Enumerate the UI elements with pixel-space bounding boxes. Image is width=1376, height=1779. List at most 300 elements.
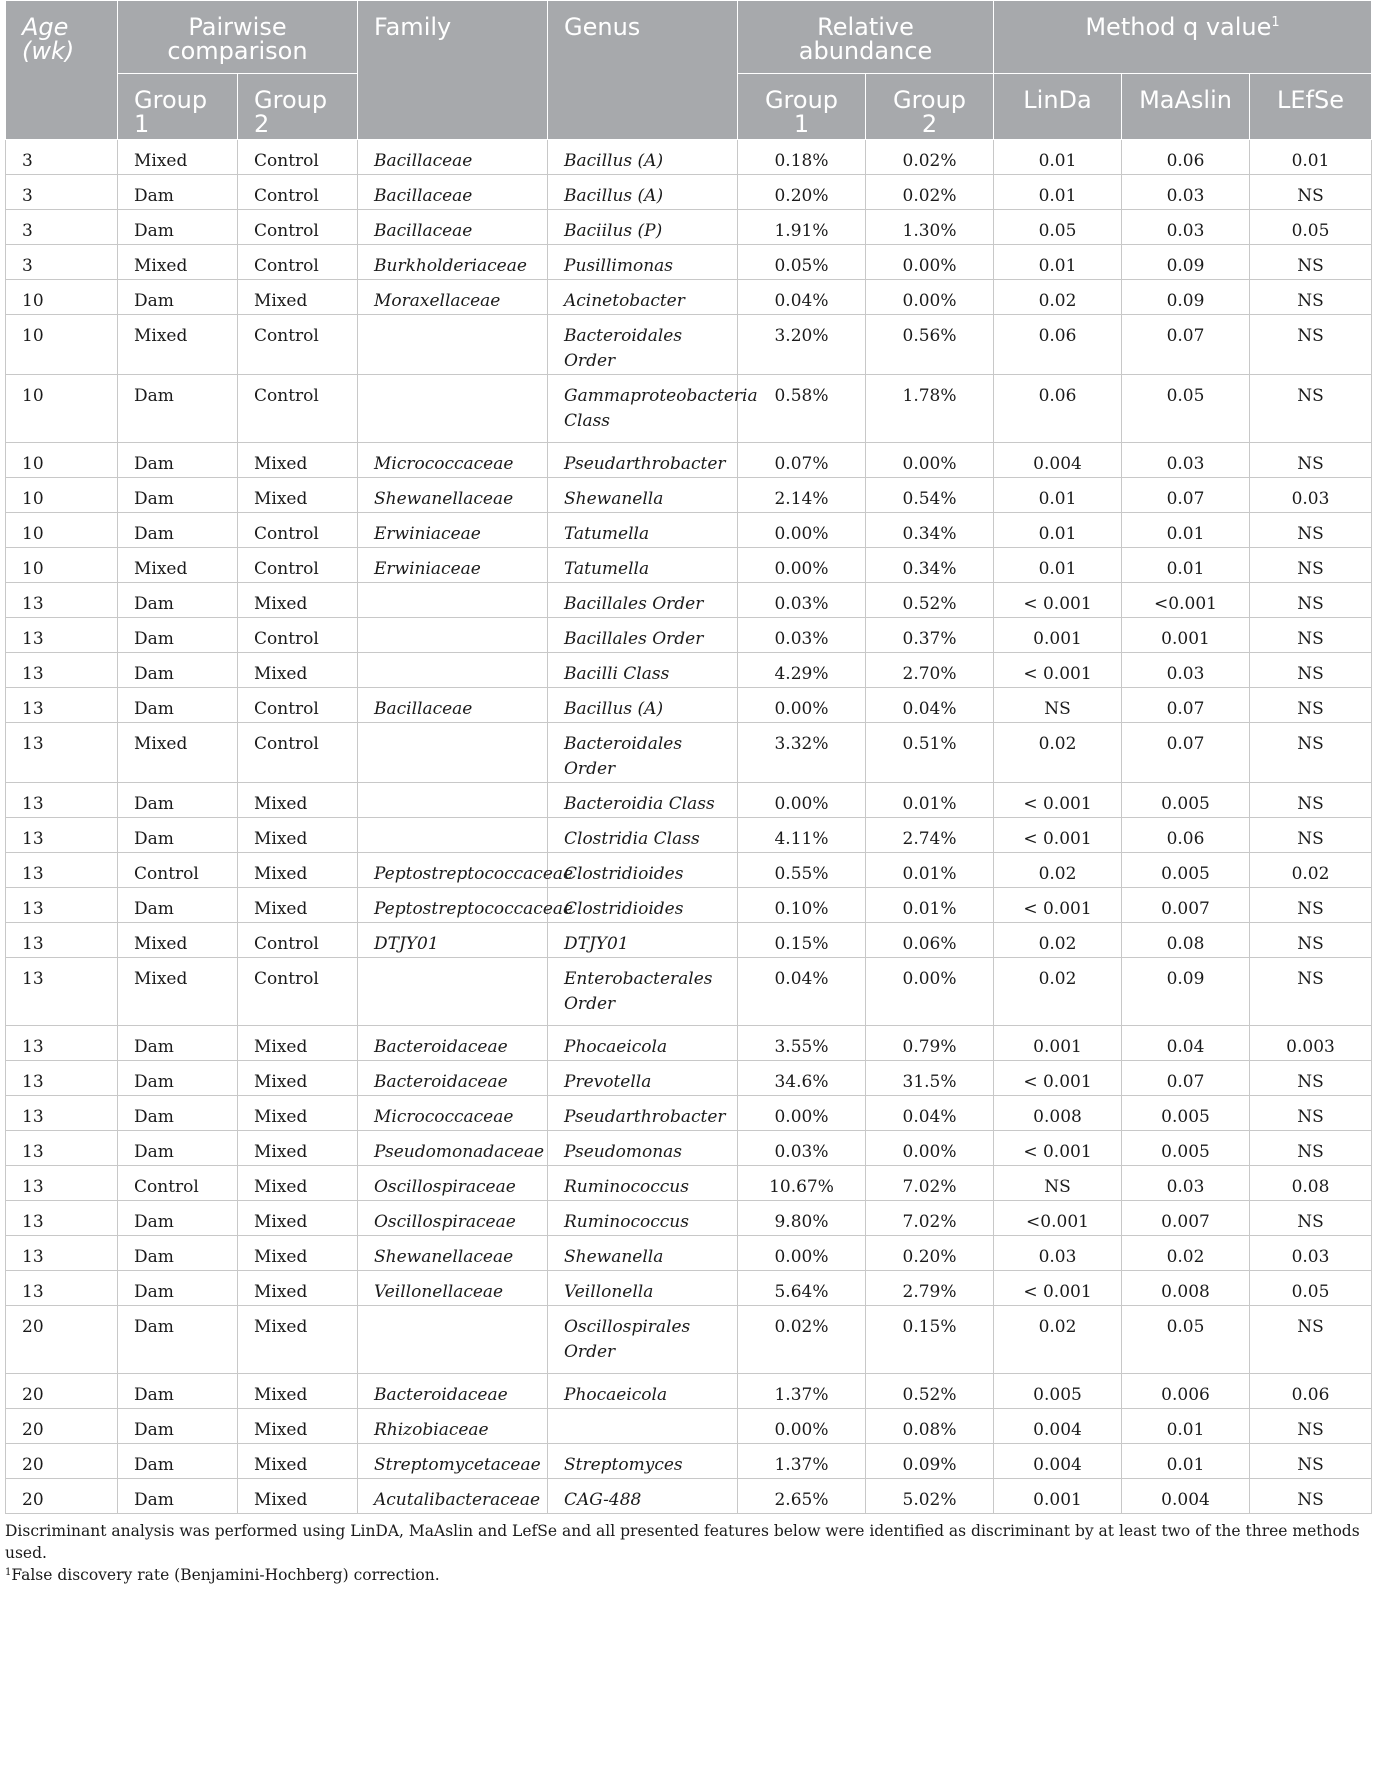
cell-group1: Dam bbox=[118, 1306, 238, 1374]
cell-group2: Mixed bbox=[238, 1096, 358, 1131]
cell-lefse: NS bbox=[1250, 280, 1372, 315]
cell-group2: Mixed bbox=[238, 853, 358, 888]
cell-ra-group1: 0.00% bbox=[738, 783, 866, 818]
cell-genus: Bacilli Class bbox=[548, 653, 738, 688]
cell-lefse: 0.003 bbox=[1250, 1026, 1372, 1061]
cell-family: Shewanellaceae bbox=[358, 1236, 548, 1271]
cell-genus bbox=[548, 1409, 738, 1444]
cell-lefse: NS bbox=[1250, 1201, 1372, 1236]
cell-age: 13 bbox=[6, 1236, 118, 1271]
cell-ra-group1: 0.55% bbox=[738, 853, 866, 888]
cell-group2: Mixed bbox=[238, 818, 358, 853]
cell-group1: Dam bbox=[118, 688, 238, 723]
cell-lefse: NS bbox=[1250, 315, 1372, 375]
cell-maaslin: 0.07 bbox=[1122, 688, 1250, 723]
cell-family bbox=[358, 723, 548, 783]
cell-lefse: NS bbox=[1250, 783, 1372, 818]
cell-maaslin: 0.01 bbox=[1122, 1444, 1250, 1479]
cell-lefse: NS bbox=[1250, 1061, 1372, 1096]
cell-family: Bacillaceae bbox=[358, 688, 548, 723]
table-row bbox=[6, 853, 1372, 888]
cell-age: 13 bbox=[6, 583, 118, 618]
cell-linda: 0.008 bbox=[994, 1096, 1122, 1131]
cell-linda: 0.02 bbox=[994, 853, 1122, 888]
cell-group1: Dam bbox=[118, 443, 238, 478]
note-footnote bbox=[5, 1564, 1371, 1586]
cell-family bbox=[358, 818, 548, 853]
cell-maaslin: 0.07 bbox=[1122, 723, 1250, 783]
cell-maaslin: 0.008 bbox=[1122, 1271, 1250, 1306]
cell-linda: 0.01 bbox=[994, 140, 1122, 175]
cell-ra-group1: 0.00% bbox=[738, 513, 866, 548]
cell-linda: 0.005 bbox=[994, 1374, 1122, 1409]
cell-ra-group2: 0.51% bbox=[866, 723, 994, 783]
cell-ra-group1: 0.20% bbox=[738, 175, 866, 210]
cell-age: 10 bbox=[6, 478, 118, 513]
cell-ra-group1: 0.00% bbox=[738, 1409, 866, 1444]
header-pairwise-comparison: Pairwise comparison bbox=[118, 1, 358, 74]
cell-lefse: 0.03 bbox=[1250, 478, 1372, 513]
cell-lefse: NS bbox=[1250, 818, 1372, 853]
cell-ra-group1: 9.80% bbox=[738, 1201, 866, 1236]
cell-maaslin: 0.007 bbox=[1122, 1201, 1250, 1236]
cell-family bbox=[358, 375, 548, 443]
cell-ra-group1: 3.20% bbox=[738, 315, 866, 375]
cell-age: 13 bbox=[6, 783, 118, 818]
cell-linda: < 0.001 bbox=[994, 818, 1122, 853]
cell-linda: 0.02 bbox=[994, 280, 1122, 315]
cell-group2: Control bbox=[238, 688, 358, 723]
table-row bbox=[6, 583, 1372, 618]
cell-group2: Mixed bbox=[238, 1409, 358, 1444]
cell-genus: Gammaproteobacteria Class bbox=[548, 375, 738, 443]
cell-genus: Baciilus (P) bbox=[548, 210, 738, 245]
cell-family: Rhizobiaceae bbox=[358, 1409, 548, 1444]
header-ra-group1: Group 1 bbox=[738, 74, 866, 140]
cell-family: Bacillaceae bbox=[358, 210, 548, 245]
cell-group1: Dam bbox=[118, 618, 238, 653]
cell-genus: Bacillus (A) bbox=[548, 688, 738, 723]
cell-age: 13 bbox=[6, 618, 118, 653]
cell-group2: Control bbox=[238, 245, 358, 280]
cell-family: Bacteroidaceae bbox=[358, 1026, 548, 1061]
table-body bbox=[6, 140, 1372, 1514]
table-row bbox=[6, 1236, 1372, 1271]
cell-ra-group1: 10.67% bbox=[738, 1166, 866, 1201]
cell-age: 20 bbox=[6, 1306, 118, 1374]
cell-group1: Mixed bbox=[118, 140, 238, 175]
cell-linda: 0.004 bbox=[994, 1444, 1122, 1479]
cell-ra-group1: 0.00% bbox=[738, 1236, 866, 1271]
cell-maaslin: 0.03 bbox=[1122, 653, 1250, 688]
table-row bbox=[6, 1131, 1372, 1166]
cell-genus: DTJY01 bbox=[548, 923, 738, 958]
cell-linda: < 0.001 bbox=[994, 783, 1122, 818]
cell-maaslin: 0.03 bbox=[1122, 175, 1250, 210]
cell-ra-group2: 0.34% bbox=[866, 548, 994, 583]
table-notes bbox=[5, 1520, 1371, 1586]
cell-ra-group1: 2.14% bbox=[738, 478, 866, 513]
cell-lefse: NS bbox=[1250, 443, 1372, 478]
cell-linda: 0.02 bbox=[994, 1306, 1122, 1374]
header-group1: Group 1 bbox=[118, 74, 238, 140]
cell-family: Bacillaceae bbox=[358, 140, 548, 175]
cell-age: 13 bbox=[6, 723, 118, 783]
header-age: Age (wk) bbox=[6, 1, 118, 140]
cell-linda: 0.01 bbox=[994, 478, 1122, 513]
cell-group1: Dam bbox=[118, 513, 238, 548]
cell-maaslin: 0.005 bbox=[1122, 783, 1250, 818]
cell-maaslin: 0.005 bbox=[1122, 1131, 1250, 1166]
table-row bbox=[6, 443, 1372, 478]
cell-group1: Mixed bbox=[118, 958, 238, 1026]
cell-linda: NS bbox=[994, 688, 1122, 723]
cell-maaslin: 0.005 bbox=[1122, 1096, 1250, 1131]
cell-group1: Mixed bbox=[118, 723, 238, 783]
cell-linda: 0.01 bbox=[994, 245, 1122, 280]
cell-maaslin: 0.09 bbox=[1122, 280, 1250, 315]
cell-lefse: NS bbox=[1250, 1444, 1372, 1479]
cell-ra-group1: 0.05% bbox=[738, 245, 866, 280]
cell-age: 13 bbox=[6, 888, 118, 923]
cell-genus: Pusillimonas bbox=[548, 245, 738, 280]
cell-ra-group1: 4.11% bbox=[738, 818, 866, 853]
table-row bbox=[6, 783, 1372, 818]
cell-group2: Mixed bbox=[238, 583, 358, 618]
cell-ra-group1: 2.65% bbox=[738, 1479, 866, 1514]
cell-age: 10 bbox=[6, 375, 118, 443]
cell-family: Oscillospiraceae bbox=[358, 1166, 548, 1201]
cell-linda: 0.001 bbox=[994, 1479, 1122, 1514]
cell-family: Pseudomonadaceae bbox=[358, 1131, 548, 1166]
cell-lefse: NS bbox=[1250, 548, 1372, 583]
cell-ra-group2: 0.15% bbox=[866, 1306, 994, 1374]
cell-genus: Streptomyces bbox=[548, 1444, 738, 1479]
table-row bbox=[6, 1201, 1372, 1236]
cell-ra-group2: 1.78% bbox=[866, 375, 994, 443]
cell-ra-group1: 1.91% bbox=[738, 210, 866, 245]
cell-ra-group1: 0.02% bbox=[738, 1306, 866, 1374]
cell-maaslin: 0.06 bbox=[1122, 818, 1250, 853]
cell-family: Shewanellaceae bbox=[358, 478, 548, 513]
cell-group2: Mixed bbox=[238, 783, 358, 818]
cell-group1: Dam bbox=[118, 280, 238, 315]
cell-group2: Mixed bbox=[238, 280, 358, 315]
cell-age: 10 bbox=[6, 280, 118, 315]
cell-family: Micrococcaceae bbox=[358, 1096, 548, 1131]
cell-genus: Oscillospirales Order bbox=[548, 1306, 738, 1374]
cell-ra-group2: 0.04% bbox=[866, 1096, 994, 1131]
cell-linda: 0.06 bbox=[994, 375, 1122, 443]
table-row bbox=[6, 210, 1372, 245]
cell-group1: Dam bbox=[118, 653, 238, 688]
cell-linda: 0.05 bbox=[994, 210, 1122, 245]
cell-genus: Ruminococcus bbox=[548, 1201, 738, 1236]
header-method-q-value bbox=[994, 1, 1372, 74]
cell-lefse: NS bbox=[1250, 1479, 1372, 1514]
cell-ra-group1: 5.64% bbox=[738, 1271, 866, 1306]
table-row bbox=[6, 1479, 1372, 1514]
cell-linda: 0.06 bbox=[994, 315, 1122, 375]
cell-genus: Ruminococcus bbox=[548, 1166, 738, 1201]
cell-lefse: NS bbox=[1250, 958, 1372, 1026]
cell-linda: 0.001 bbox=[994, 1026, 1122, 1061]
cell-maaslin: 0.01 bbox=[1122, 513, 1250, 548]
cell-linda: < 0.001 bbox=[994, 888, 1122, 923]
cell-ra-group1: 1.37% bbox=[738, 1444, 866, 1479]
cell-genus: Bacteroidales Order bbox=[548, 315, 738, 375]
cell-family bbox=[358, 583, 548, 618]
table-row bbox=[6, 175, 1372, 210]
cell-group1: Dam bbox=[118, 1271, 238, 1306]
cell-genus: Enterobacterales Order bbox=[548, 958, 738, 1026]
cell-family bbox=[358, 958, 548, 1026]
cell-maaslin: 0.09 bbox=[1122, 245, 1250, 280]
cell-genus: Tatumella bbox=[548, 513, 738, 548]
header-lefse: LEfSe bbox=[1250, 74, 1372, 140]
cell-genus: Bacteroidales Order bbox=[548, 723, 738, 783]
cell-ra-group2: 31.5% bbox=[866, 1061, 994, 1096]
cell-linda: 0.004 bbox=[994, 1409, 1122, 1444]
cell-ra-group2: 0.02% bbox=[866, 140, 994, 175]
cell-group1: Dam bbox=[118, 1026, 238, 1061]
cell-genus: Clostridia Class bbox=[548, 818, 738, 853]
cell-lefse: NS bbox=[1250, 375, 1372, 443]
cell-genus: Bacillales Order bbox=[548, 618, 738, 653]
cell-age: 13 bbox=[6, 853, 118, 888]
cell-genus: Pseudomonas bbox=[548, 1131, 738, 1166]
table-row bbox=[6, 888, 1372, 923]
cell-family: DTJY01 bbox=[358, 923, 548, 958]
cell-family bbox=[358, 653, 548, 688]
cell-age: 10 bbox=[6, 513, 118, 548]
cell-family: Burkholderiaceae bbox=[358, 245, 548, 280]
cell-ra-group2: 0.06% bbox=[866, 923, 994, 958]
footnote-text: False discovery rate (Benjamini-Hochberg) correction. bbox=[11, 1566, 440, 1584]
cell-group1: Dam bbox=[118, 1236, 238, 1271]
header-method-q-label: Method q value bbox=[1085, 13, 1272, 41]
cell-family: Streptomycetaceae bbox=[358, 1444, 548, 1479]
cell-ra-group2: 0.52% bbox=[866, 583, 994, 618]
cell-maaslin: 0.03 bbox=[1122, 1166, 1250, 1201]
cell-linda: < 0.001 bbox=[994, 653, 1122, 688]
cell-genus: Bacillales Order bbox=[548, 583, 738, 618]
table-row bbox=[6, 1444, 1372, 1479]
cell-group2: Mixed bbox=[238, 478, 358, 513]
table-row bbox=[6, 818, 1372, 853]
table-row bbox=[6, 1306, 1372, 1374]
table-row bbox=[6, 513, 1372, 548]
cell-group2: Control bbox=[238, 923, 358, 958]
cell-lefse: NS bbox=[1250, 723, 1372, 783]
cell-genus: Pseudarthrobacter bbox=[548, 1096, 738, 1131]
cell-ra-group2: 0.20% bbox=[866, 1236, 994, 1271]
cell-ra-group1: 0.07% bbox=[738, 443, 866, 478]
cell-ra-group1: 0.03% bbox=[738, 1131, 866, 1166]
cell-group2: Mixed bbox=[238, 1271, 358, 1306]
cell-group2: Control bbox=[238, 175, 358, 210]
header-maaslin: MaAslin bbox=[1122, 74, 1250, 140]
cell-maaslin: 0.02 bbox=[1122, 1236, 1250, 1271]
cell-ra-group2: 0.54% bbox=[866, 478, 994, 513]
cell-ra-group2: 7.02% bbox=[866, 1166, 994, 1201]
cell-maaslin: 0.09 bbox=[1122, 958, 1250, 1026]
cell-lefse: NS bbox=[1250, 618, 1372, 653]
cell-ra-group1: 0.04% bbox=[738, 958, 866, 1026]
cell-maaslin: 0.05 bbox=[1122, 375, 1250, 443]
cell-ra-group2: 0.01% bbox=[866, 783, 994, 818]
cell-ra-group2: 0.00% bbox=[866, 1131, 994, 1166]
table-container bbox=[5, 0, 1371, 1586]
cell-genus: CAG-488 bbox=[548, 1479, 738, 1514]
cell-linda: 0.01 bbox=[994, 175, 1122, 210]
cell-group2: Mixed bbox=[238, 1131, 358, 1166]
cell-maaslin: 0.001 bbox=[1122, 618, 1250, 653]
cell-age: 13 bbox=[6, 1166, 118, 1201]
table-row bbox=[6, 140, 1372, 175]
cell-maaslin: 0.04 bbox=[1122, 1026, 1250, 1061]
cell-family: Oscillospiraceae bbox=[358, 1201, 548, 1236]
cell-group2: Control bbox=[238, 210, 358, 245]
cell-family bbox=[358, 315, 548, 375]
cell-maaslin: 0.01 bbox=[1122, 548, 1250, 583]
cell-group2: Mixed bbox=[238, 1201, 358, 1236]
header-family: Family bbox=[358, 1, 548, 140]
table-row bbox=[6, 1061, 1372, 1096]
cell-group1: Dam bbox=[118, 888, 238, 923]
cell-ra-group2: 0.34% bbox=[866, 513, 994, 548]
cell-linda: 0.01 bbox=[994, 513, 1122, 548]
cell-group1: Control bbox=[118, 853, 238, 888]
cell-age: 13 bbox=[6, 1061, 118, 1096]
cell-age: 13 bbox=[6, 958, 118, 1026]
cell-lefse: NS bbox=[1250, 513, 1372, 548]
table-row bbox=[6, 688, 1372, 723]
cell-genus: Tatumella bbox=[548, 548, 738, 583]
cell-group1: Control bbox=[118, 1166, 238, 1201]
cell-group1: Dam bbox=[118, 375, 238, 443]
cell-linda: < 0.001 bbox=[994, 1131, 1122, 1166]
cell-lefse: 0.02 bbox=[1250, 853, 1372, 888]
cell-group1: Dam bbox=[118, 175, 238, 210]
cell-genus: Phocaeicola bbox=[548, 1026, 738, 1061]
cell-group1: Dam bbox=[118, 1444, 238, 1479]
cell-maaslin: 0.07 bbox=[1122, 478, 1250, 513]
table-row bbox=[6, 1409, 1372, 1444]
cell-age: 3 bbox=[6, 210, 118, 245]
table-row bbox=[6, 1374, 1372, 1409]
cell-age: 10 bbox=[6, 548, 118, 583]
note-description: Discriminant analysis was performed using LinDA, MaAslin and LefSe and all presented features below were identified as discriminant by at least two of the three methods used. bbox=[5, 1522, 1360, 1562]
cell-ra-group1: 0.10% bbox=[738, 888, 866, 923]
cell-genus: Bacteroidia Class bbox=[548, 783, 738, 818]
table-row bbox=[6, 548, 1372, 583]
cell-ra-group1: 1.37% bbox=[738, 1374, 866, 1409]
cell-ra-group2: 0.00% bbox=[866, 280, 994, 315]
cell-lefse: NS bbox=[1250, 1306, 1372, 1374]
cell-family: Bacillaceae bbox=[358, 175, 548, 210]
table-header bbox=[6, 1, 1372, 140]
cell-ra-group2: 0.00% bbox=[866, 245, 994, 280]
cell-ra-group2: 0.04% bbox=[866, 688, 994, 723]
cell-ra-group1: 0.03% bbox=[738, 618, 866, 653]
cell-group2: Mixed bbox=[238, 1236, 358, 1271]
cell-ra-group2: 0.52% bbox=[866, 1374, 994, 1409]
cell-linda: 0.004 bbox=[994, 443, 1122, 478]
cell-linda: <0.001 bbox=[994, 1201, 1122, 1236]
cell-ra-group1: 0.00% bbox=[738, 688, 866, 723]
cell-age: 3 bbox=[6, 175, 118, 210]
cell-group1: Dam bbox=[118, 583, 238, 618]
cell-group2: Mixed bbox=[238, 1061, 358, 1096]
cell-age: 13 bbox=[6, 1096, 118, 1131]
cell-maaslin: 0.005 bbox=[1122, 853, 1250, 888]
table-row bbox=[6, 653, 1372, 688]
cell-age: 20 bbox=[6, 1444, 118, 1479]
cell-age: 20 bbox=[6, 1374, 118, 1409]
table-row bbox=[6, 315, 1372, 375]
cell-ra-group2: 0.02% bbox=[866, 175, 994, 210]
table-row bbox=[6, 1271, 1372, 1306]
cell-age: 13 bbox=[6, 1201, 118, 1236]
header-relative-abundance: Relative abundance bbox=[738, 1, 994, 74]
cell-group1: Dam bbox=[118, 1061, 238, 1096]
cell-group2: Mixed bbox=[238, 1444, 358, 1479]
cell-ra-group2: 5.02% bbox=[866, 1479, 994, 1514]
cell-group1: Dam bbox=[118, 1201, 238, 1236]
cell-ra-group2: 0.56% bbox=[866, 315, 994, 375]
cell-lefse: 0.08 bbox=[1250, 1166, 1372, 1201]
cell-genus: Pseudarthrobacter bbox=[548, 443, 738, 478]
cell-linda: < 0.001 bbox=[994, 1271, 1122, 1306]
cell-ra-group2: 0.01% bbox=[866, 888, 994, 923]
cell-group2: Mixed bbox=[238, 1166, 358, 1201]
cell-group1: Dam bbox=[118, 1409, 238, 1444]
cell-age: 20 bbox=[6, 1479, 118, 1514]
cell-maaslin: 0.06 bbox=[1122, 140, 1250, 175]
cell-ra-group2: 0.09% bbox=[866, 1444, 994, 1479]
cell-linda: < 0.001 bbox=[994, 1061, 1122, 1096]
cell-lefse: 0.05 bbox=[1250, 1271, 1372, 1306]
cell-age: 13 bbox=[6, 1026, 118, 1061]
cell-lefse: NS bbox=[1250, 1096, 1372, 1131]
cell-family: Bacteroidaceae bbox=[358, 1061, 548, 1096]
cell-maaslin: 0.03 bbox=[1122, 443, 1250, 478]
cell-ra-group2: 0.37% bbox=[866, 618, 994, 653]
cell-genus: Shewanella bbox=[548, 1236, 738, 1271]
cell-ra-group1: 0.03% bbox=[738, 583, 866, 618]
cell-group1: Dam bbox=[118, 1479, 238, 1514]
cell-lefse: NS bbox=[1250, 888, 1372, 923]
cell-family: Veillonellaceae bbox=[358, 1271, 548, 1306]
cell-maaslin: <0.001 bbox=[1122, 583, 1250, 618]
cell-family: Bacteroidaceae bbox=[358, 1374, 548, 1409]
cell-maaslin: 0.007 bbox=[1122, 888, 1250, 923]
cell-linda: 0.03 bbox=[994, 1236, 1122, 1271]
cell-family: Erwiniaceae bbox=[358, 548, 548, 583]
cell-genus: Clostridioides bbox=[548, 853, 738, 888]
cell-group2: Control bbox=[238, 513, 358, 548]
cell-genus: Prevotella bbox=[548, 1061, 738, 1096]
cell-ra-group1: 0.15% bbox=[738, 923, 866, 958]
header-genus: Genus bbox=[548, 1, 738, 140]
cell-lefse: 0.01 bbox=[1250, 140, 1372, 175]
cell-ra-group2: 2.79% bbox=[866, 1271, 994, 1306]
cell-lefse: NS bbox=[1250, 923, 1372, 958]
cell-lefse: 0.03 bbox=[1250, 1236, 1372, 1271]
cell-family bbox=[358, 618, 548, 653]
cell-age: 3 bbox=[6, 245, 118, 280]
